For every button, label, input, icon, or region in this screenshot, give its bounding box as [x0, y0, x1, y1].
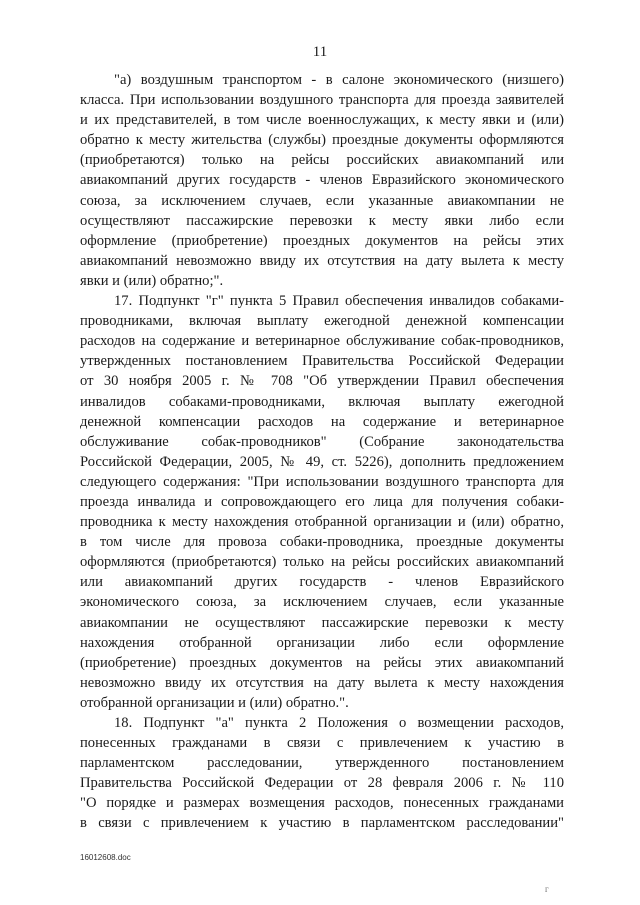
text-line: авиакомпаний других государств - членов Евразийского экономического — [80, 172, 564, 189]
page-number: 11 — [312, 44, 328, 60]
text-line: расходов на содержание и ветеринарное обслуживание собак-проводников, — [80, 333, 564, 350]
text-line: или авиакомпаний других государств - членов Евразийского — [80, 574, 564, 591]
text-line: 17. Подпункт "г" пункта 5 Правил обеспечения инвалидов собаками- — [114, 293, 564, 310]
text-line: понесенных гражданами в связи с привлечением к участию в — [80, 735, 564, 752]
text-line: Правительства Российской Федерации от 28 февраля 2006 г. № 110 — [80, 775, 564, 792]
text-line: союза, за исключением случаев, если указанные авиакомпании не — [80, 192, 564, 209]
text-line: обратно к месту жительства (службы) проездные документы оформляются — [80, 132, 564, 149]
text-line: авиакомпании не осуществляют пассажирские перевозки к месту — [80, 614, 564, 631]
text-line: (приобретаются) только на рейсы российских авиакомпаний или — [80, 152, 564, 169]
text-line: отобранной организации и (или) обратно.". — [80, 694, 349, 711]
footer-filename: 16012608.doc — [80, 853, 131, 862]
text-line: парламентском расследовании, утвержденного постановлением — [80, 755, 564, 772]
text-line: явки и (или) обратно;". — [80, 272, 224, 289]
text-line: "О порядке и размерах возмещения расходов, понесенных гражданами — [80, 795, 564, 812]
text-line: экономического союза, за исключением случаев, если указанные — [80, 594, 564, 611]
text-line: осуществляют пассажирские перевозки к месту явки либо если — [80, 212, 564, 229]
text-line: проводниками, включая выплату ежегодной денежной компенсации — [80, 313, 564, 330]
text-line: и их представителей, в том числе военнослужащих, к месту явки и (или) — [80, 112, 564, 129]
text-line: проезда инвалида и сопровождающего его лица для получения собаки- — [80, 493, 564, 510]
body-text — [80, 70, 564, 834]
text-line: Российской Федерации, 2005, № 49, ст. 5226), дополнить предложением — [80, 453, 564, 470]
text-line: денежной компенсации расходов на содержание и ветеринарное — [80, 413, 564, 430]
text-line: инвалидов собаками-проводниками, включая выплату ежегодной — [80, 393, 564, 410]
text-line: 18. Подпункт "а" пункта 2 Положения о возмещении расходов, — [114, 715, 564, 731]
text-line: проводника к месту нахождения отобранной организации и (или) обратно, — [80, 514, 564, 531]
text-line: обслуживание собак-проводников" (Собрание законодательства — [80, 433, 564, 450]
text-line: класса. При использовании воздушного транспорта для проезда заявителей — [80, 92, 564, 109]
text-line: невозможно ввиду их отсутствия на дату вылета к месту нахождения — [80, 674, 564, 691]
text-line: в связи с привлечением к участию в парламентском расследовании" — [80, 815, 564, 832]
text-line: следующего содержания: "При использовании воздушного транспорта для — [80, 473, 564, 490]
text-line: нахождения отобранной организации либо если оформление — [80, 634, 564, 651]
text-line: от 30 ноября 2005 г. № 708 "Об утверждении Правил обеспечения — [80, 373, 564, 390]
text-line: утвержденных постановлением Правительства Российской Федерации — [80, 353, 564, 370]
text-line: оформляются (приобретаются) только на рейсы российских авиакомпаний — [80, 554, 564, 571]
text-line: авиакомпаний невозможно ввиду их отсутствия на дату вылета к месту — [80, 252, 564, 269]
corner-mark: г — [545, 884, 549, 894]
text-line: оформление (приобретение) проездных документов на рейсы этих — [80, 232, 564, 249]
text-line: в том числе для провоза собаки-проводника, проездные документы — [80, 534, 564, 551]
text-line: (приобретение) проездных документов на рейсы этих авиакомпаний — [80, 654, 564, 671]
text-line: "а) воздушным транспортом - в салоне экономического (низшего) — [114, 72, 564, 88]
